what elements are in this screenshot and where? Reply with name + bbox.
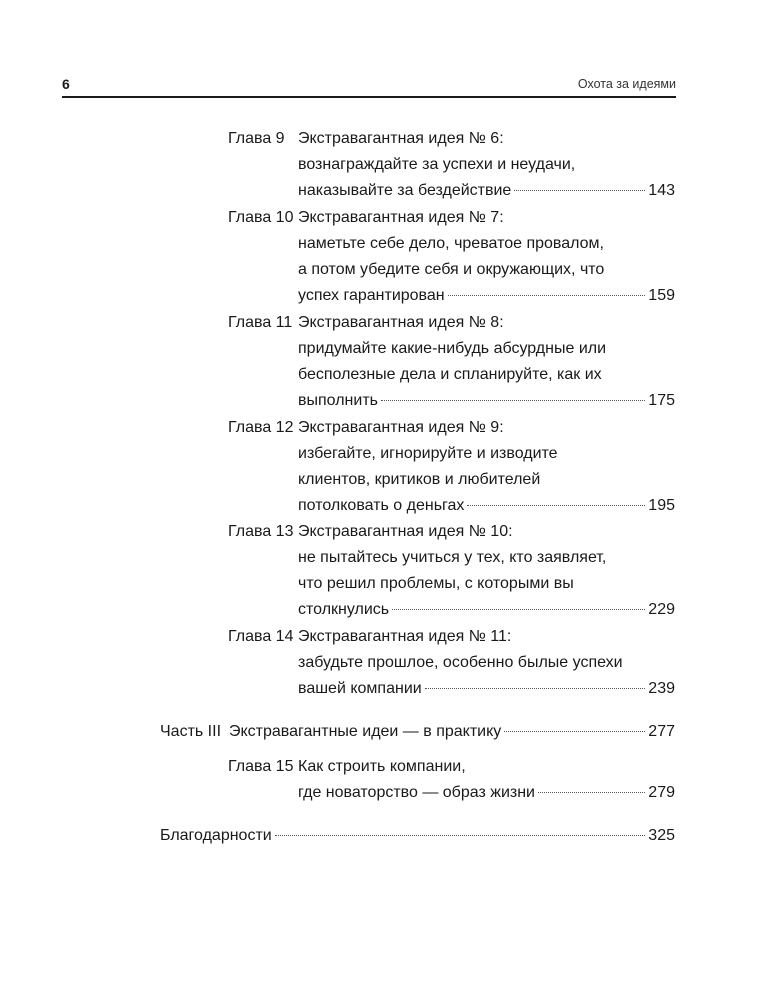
- toc-page-number: 277: [648, 723, 675, 740]
- dot-leader: [504, 730, 645, 732]
- dot-leader: [392, 608, 645, 610]
- toc-entry-line: Как строить компании,: [298, 758, 466, 775]
- dot-leader: [467, 504, 645, 506]
- toc-entry-label: Глава 9: [228, 130, 285, 147]
- toc-page-number: 159: [648, 287, 675, 304]
- toc-entry-label: Глава 11: [228, 314, 293, 331]
- toc-entry-label: Глава 14: [228, 628, 294, 645]
- dot-leader: [275, 834, 646, 836]
- toc-entry-label: Глава 10: [228, 209, 294, 226]
- toc-entry-line: а потом убедите себя и окружающих, что: [298, 261, 605, 278]
- toc-entry-line: забудьте прошлое, особенно былые успехи: [298, 654, 623, 671]
- toc-page-number: 143: [648, 182, 675, 199]
- toc-page-number: 229: [648, 601, 675, 618]
- toc-entry-line: Экстравагантная идея № 6:: [298, 130, 504, 147]
- toc-entry-line: столкнулись: [298, 601, 390, 618]
- toc-entry-line: Экстравагантная идея № 8:: [298, 314, 504, 331]
- toc-entry-line: Экстравагантные идеи — в практику: [229, 723, 502, 740]
- toc-entry-line: вашей компании: [298, 680, 422, 697]
- toc-entry-line: потолковать о деньгах: [298, 497, 465, 514]
- toc-entry-line: бесполезные дела и спланируйте, как их: [298, 366, 602, 383]
- running-header: [62, 72, 676, 98]
- toc-entry-line: придумайте какие-нибудь абсурдные или: [298, 340, 607, 357]
- toc-page-number: 279: [648, 784, 675, 801]
- dot-leader: [425, 687, 646, 689]
- toc-entry-line: где новаторство — образ жизни: [298, 784, 535, 801]
- toc-page-number: 239: [648, 680, 675, 697]
- toc-page-number: 325: [648, 827, 675, 844]
- toc-entry-label: Глава 12: [228, 419, 294, 436]
- toc-entry-label: Часть III: [160, 723, 222, 740]
- toc-entry-line: что решил проблемы, с которыми вы: [298, 575, 574, 592]
- toc-entry-label: Глава 13: [228, 523, 294, 540]
- dot-leader: [448, 294, 646, 296]
- toc-entry-line: не пытайтесь учиться у тех, кто заявляет,: [298, 549, 607, 566]
- toc-entry-line: Экстравагантная идея № 11:: [298, 628, 512, 645]
- page-number: 6: [62, 76, 70, 92]
- toc-entry-line: избегайте, игнорируйте и изводите: [298, 445, 558, 462]
- toc-entry-line: успех гарантирован: [298, 287, 445, 304]
- toc-entry-line: наметьте себе дело, чреватое провалом,: [298, 235, 604, 252]
- toc-entry-line: клиентов, критиков и любителей: [298, 471, 541, 488]
- dot-leader: [381, 399, 645, 401]
- dot-leader: [538, 791, 645, 793]
- toc-entry-line: Благодарности: [160, 827, 272, 844]
- toc-entry-line: вознаграждайте за успехи и неудачи,: [298, 156, 576, 173]
- toc-entry-line: Экстравагантная идея № 7:: [298, 209, 504, 226]
- toc-page-number: 175: [648, 392, 675, 409]
- dot-leader: [514, 189, 645, 191]
- toc-entry-line: Экстравагантная идея № 10:: [298, 523, 513, 540]
- running-title: Охота за идеями: [577, 77, 676, 91]
- toc-entry-line: наказывайте за бездействие: [298, 182, 512, 199]
- toc-entry-line: Экстравагантная идея № 9:: [298, 419, 504, 436]
- toc-entry-line: выполнить: [298, 392, 378, 409]
- toc-entry-label: Глава 15: [228, 758, 294, 775]
- toc-page-number: 195: [648, 497, 675, 514]
